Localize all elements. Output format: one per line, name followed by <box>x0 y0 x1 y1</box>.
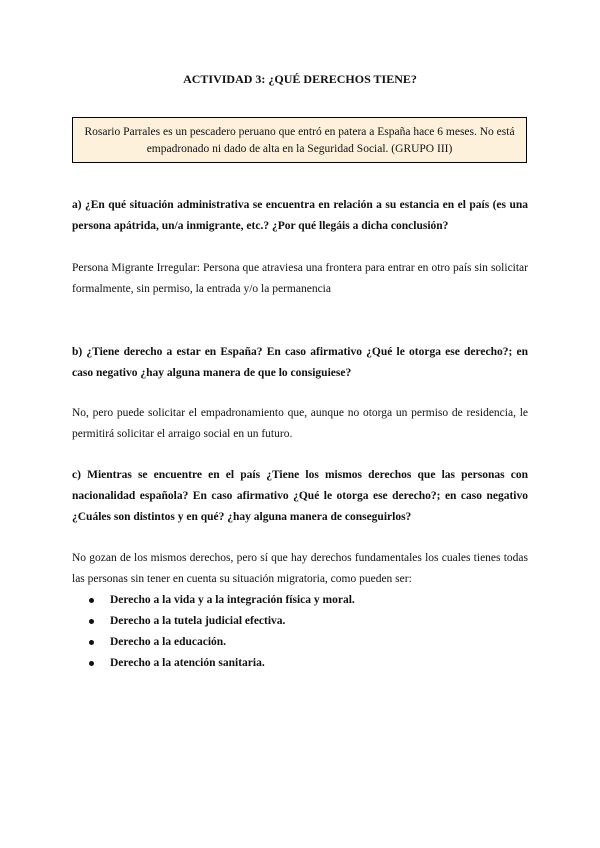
page-title: ACTIVIDAD 3: ¿QUÉ DERECHOS TIENE? <box>183 72 417 86</box>
question-c: c) Mientras se encuentre en el país ¿Tiene los mismos derechos que las personas con nacionalidad española? En caso afirmativo ¿Qué le otorga ese derecho?; en caso negativo ¿Cuáles son distintos y en qué? ¿hay alguna manera de conseguirlos? <box>72 469 528 523</box>
list-item <box>72 590 528 611</box>
right-item-label: Derecho a la tutela judicial efectiva. <box>110 615 286 627</box>
right-item-label: Derecho a la atención sanitaria. <box>110 657 265 669</box>
rights-list <box>72 590 528 674</box>
bullet-icon <box>89 598 94 603</box>
answer-a: Persona Migrante Irregular: Persona que atraviesa una frontera para entrar en otro país sin solicitar formalmente, sin permiso, la entrada y/o la permanencia <box>72 262 528 295</box>
answer-c: No gozan de los mismos derechos, pero sí que hay derechos fundamentales los cuales tienes todas las personas sin tener en cuenta su situación migratoria, como pueden ser: <box>72 552 528 585</box>
question-b: b) ¿Tiene derecho a estar en España? En caso afirmativo ¿Qué le otorga ese derecho?; en caso negativo ¿hay alguna manera de que lo consiguiese? <box>72 346 528 379</box>
bullet-icon <box>89 661 94 666</box>
bullet-icon <box>89 640 94 645</box>
question-a: a) ¿En qué situación administrativa se encuentra en relación a su estancia en el país (es una persona apátrida, un/a inmigrante, etc.? ¿Por qué llegáis a dicha conclusión? <box>72 199 528 232</box>
list-item <box>72 611 528 632</box>
list-item <box>72 653 528 674</box>
answer-b: No, pero puede solicitar el empadronamiento que, aunque no otorga un permiso de residencia, le permitirá solicitar el arraigo social en un futuro. <box>72 407 528 440</box>
right-item-label: Derecho a la vida y a la integración física y moral. <box>110 594 355 606</box>
right-item-label: Derecho a la educación. <box>110 636 227 648</box>
bullet-icon <box>89 619 94 624</box>
case-description-box: Rosario Parrales es un pescadero peruano que entró en patera a España hace 6 meses. No está empadronado ni dado de alta en la Seguridad Social. (GRUPO III) <box>72 117 527 163</box>
list-item <box>72 632 528 653</box>
